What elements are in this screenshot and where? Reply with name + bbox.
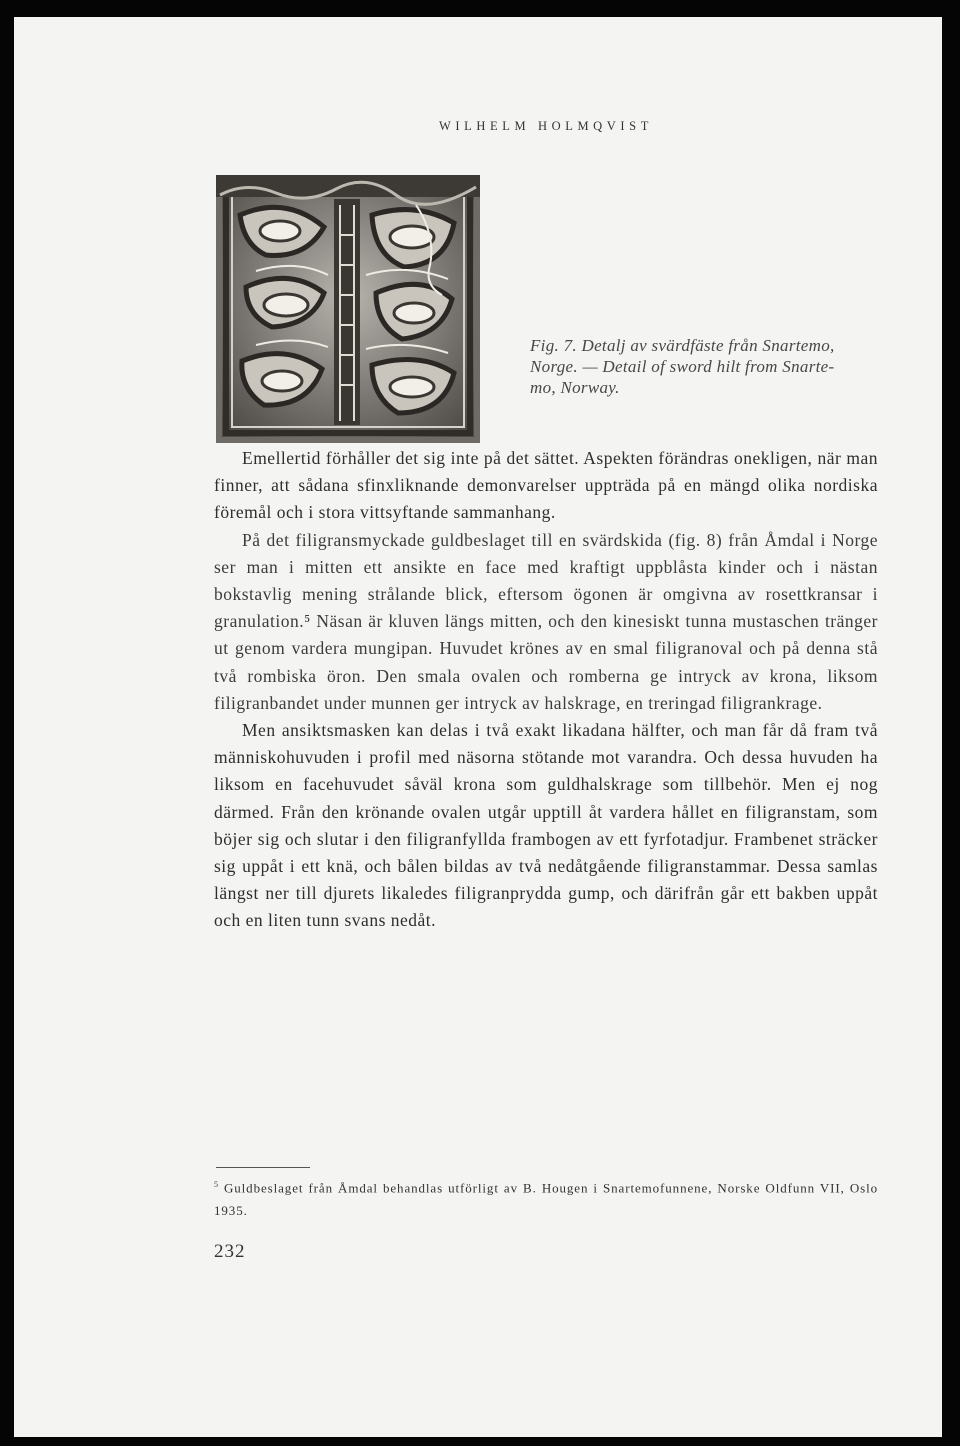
figure-caption: [530, 335, 890, 398]
sword-hilt-relief-image: [216, 175, 480, 443]
caption-line: mo, Norway.: [530, 378, 620, 397]
paragraph: Men ansiktsmasken kan delas i två exakt likadana hälfter, och man får då fram två människohuvuden i profil med näsorna stötande mot varandra. Och dessa huvuden ha liksom en facehuvudet såväl krona som guldhalskrage som tillbehör. Men ej nog därmed. Från den krönande ovalen utgår upptill åt vardera hållet en filigranstam, som böjer sig och slutar i den filigranfyllda frambogen av ett fyrfotadjur. Frambenet sträcker sig uppåt i ett knä, och bålen bildas av två nedåtgående filigranstammar. Dessa samlas längst ner till djurets likaledes filigranprydda gump, och därifrån går ett bakben uppåt och en liten tunn svans nedåt.: [214, 720, 878, 931]
caption-line: Norge. — Detail of sword hilt from Snarte-: [530, 357, 835, 376]
page: [14, 17, 942, 1437]
paragraph: Emellertid förhåller det sig inte på det sättet. Aspekten förändras onekligen, när man finner, att sådana sfinxliknande demonvarelser uppträda på en mängd olika nordiska föremål och i stora vittsyftande sammanhang.: [214, 448, 878, 523]
footnote-marker: 5: [214, 1180, 219, 1189]
running-head: WILHELM HOLMQVIST: [439, 119, 653, 133]
footnote-divider: [216, 1167, 310, 1168]
page-number: 232: [214, 1241, 246, 1262]
body-text: [214, 445, 878, 935]
footnote: [214, 1173, 878, 1222]
footnote-text: Guldbeslaget från Åmdal behandlas utförligt av B. Hougen i Snartemofunnene, Norske Oldfunn VII, Oslo 1935.: [214, 1180, 879, 1219]
caption-line: Fig. 7. Detalj av svärdfäste från Snartemo,: [530, 336, 835, 355]
paragraph: På det filigransmyckade guldbeslaget till en svärdskida (fig. 8) från Åmdal i Norge ser man i mitten ett ansikte en face med kraftigt uppblåsta kinder och i nästan bokstavlig mening strålande blick, eftersom ögonen är omgivna av rosettkransar i granulation.⁵ Näsan är kluven längs mitten, och den kinesiskt tunna mustaschen tränger ut genom vardera mungipan. Huvudet krönes av en smal filigranoval och på denna stå två rombiska öron. Den smala ovalen och romberna ge intryck av krona, liksom filigranbandet under munnen ger intryck av halskrage, en treringad filigrankrage.: [214, 529, 878, 713]
figure-sword-hilt-photo: [216, 175, 480, 443]
